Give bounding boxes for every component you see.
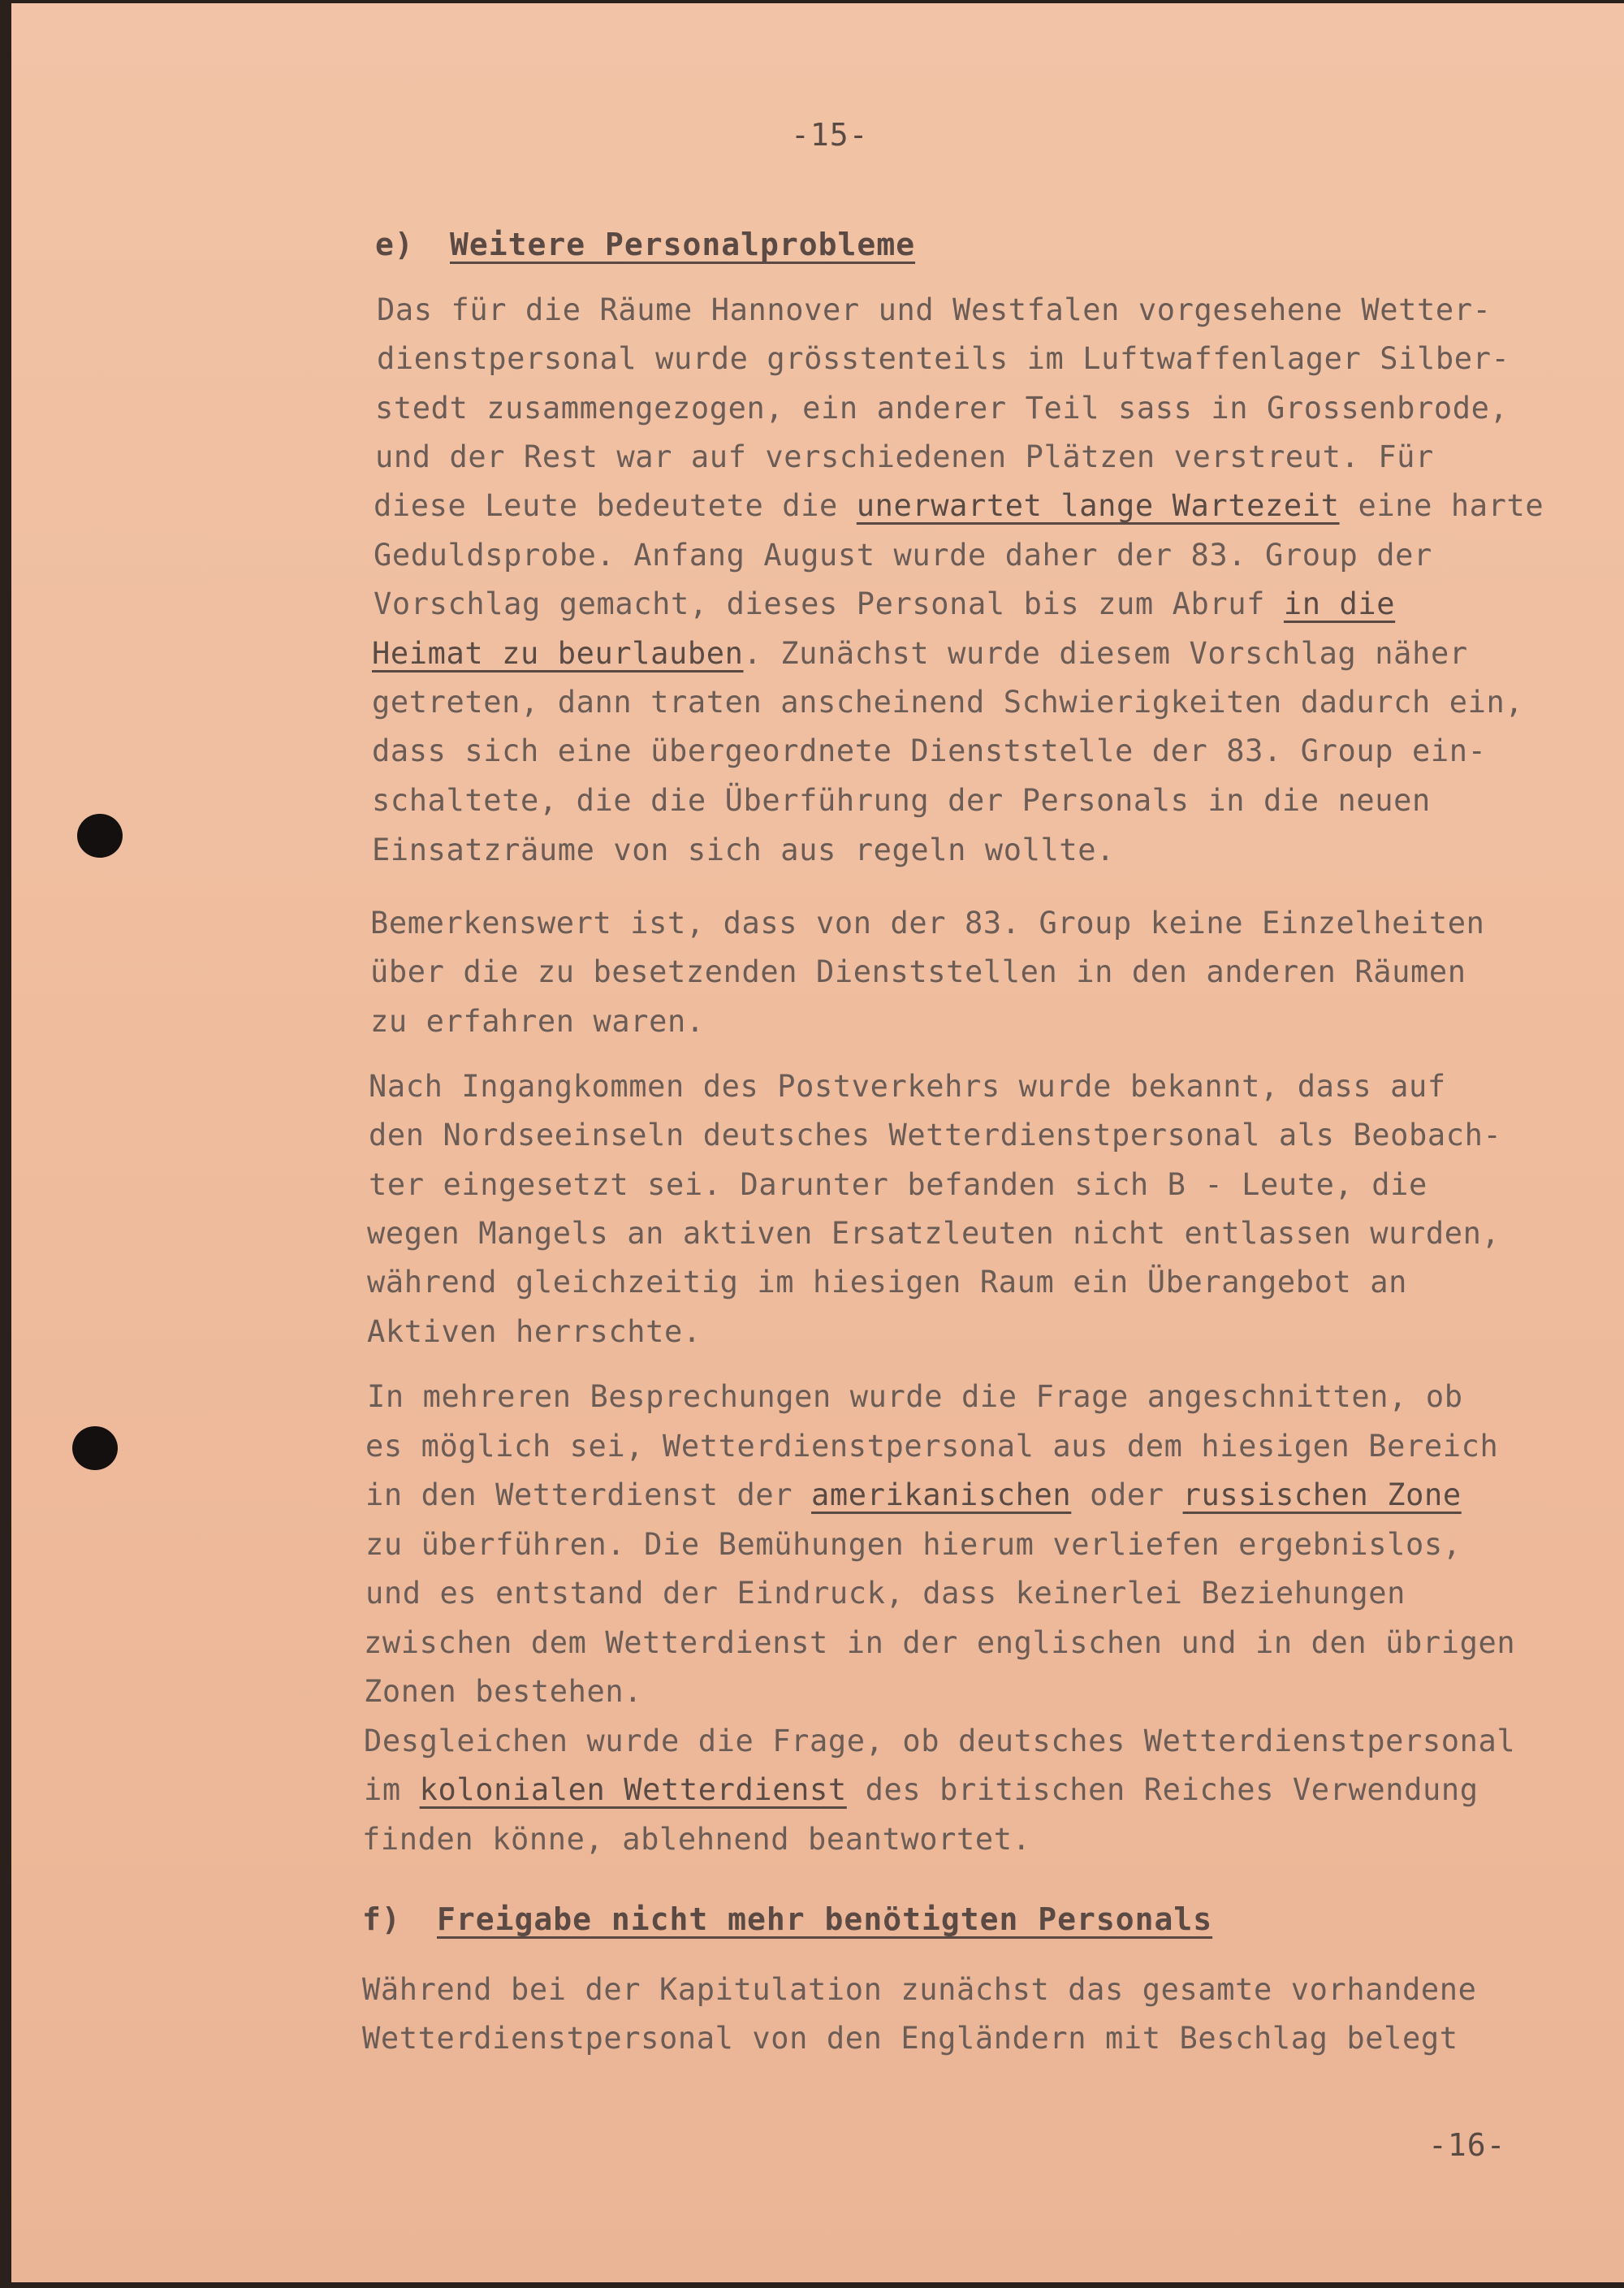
text-line: Heimat zu beurlauben. Zunächst wurde diesem Vorschlag näher — [372, 636, 1468, 671]
punch-hole — [72, 1426, 118, 1470]
text-line: ter eingesetzt sei. Darunter befanden sich B - Leute, die — [369, 1167, 1427, 1202]
text-line: wegen Mangels an aktiven Ersatzleuten nicht entlassen wurden, — [367, 1216, 1501, 1251]
text-line: während gleichzeitig im hiesigen Raum ein Überangebot an — [367, 1265, 1408, 1300]
underlined-phrase: unerwartet lange Wartezeit — [856, 488, 1340, 523]
text-line: im kolonialen Wetterdienst des britischen Reiches Verwendung — [364, 1772, 1479, 1807]
underlined-phrase: in die — [1283, 586, 1396, 621]
text-line: Einsatzräume von sich aus regeln wollte. — [372, 833, 1116, 867]
text-line: und es entstand der Eindruck, dass keinerlei Beziehungen — [365, 1576, 1406, 1611]
text-line: stedt zusammengezogen, ein anderer Teil sass in Grossenbrode, — [375, 391, 1509, 426]
next-page-indicator: -16- — [1428, 2127, 1506, 2163]
text-line: dienstpersonal wurde grösstenteils im Luftwaffenlager Silber- — [377, 341, 1510, 376]
underlined-phrase: Heimat zu beurlauben — [372, 636, 744, 671]
text-line: getreten, dann traten anscheinend Schwierigkeiten dadurch ein, — [372, 685, 1524, 720]
text-line: schaltete, die die Überführung der Personals in die neuen — [372, 783, 1431, 818]
section-title: Weitere Personalprobleme — [450, 227, 916, 262]
text-line: zu überführen. Die Bemühungen hierum verliefen ergebnislos, — [365, 1527, 1462, 1562]
page-number: -15- — [791, 117, 869, 153]
text-line: Geduldsprobe. Anfang August wurde daher der 83. Group der — [374, 538, 1432, 573]
section-title: Freigabe nicht mehr benötigten Personals — [437, 1901, 1213, 1937]
underlined-phrase: amerikanischen — [811, 1477, 1072, 1512]
section-marker: e) — [375, 227, 414, 262]
text-line: über die zu besetzenden Dienststellen in den anderen Räumen — [370, 954, 1466, 989]
text-line: Nach Ingangkommen des Postverkehrs wurde bekannt, dass auf — [369, 1069, 1446, 1104]
text-line: Zonen bestehen. — [364, 1674, 643, 1709]
section-e-heading — [375, 227, 915, 262]
text-line: zu erfahren waren. — [370, 1004, 705, 1039]
text-line: Das für die Räume Hannover und Westfalen vorgesehene Wetter- — [377, 292, 1492, 327]
text-line: finden könne, ablehnend beantwortet. — [362, 1822, 1031, 1857]
text-line: Desgleichen wurde die Frage, ob deutsches Wetterdienstpersonal — [364, 1724, 1516, 1758]
punch-hole — [77, 814, 123, 858]
text-line: In mehreren Besprechungen wurde die Frage angeschnitten, ob — [367, 1379, 1463, 1414]
text-line: in den Wetterdienst der amerikanischen oder russischen Zone — [365, 1477, 1462, 1512]
text-line: diese Leute bedeutete die unerwartet lange Wartezeit eine harte — [374, 488, 1544, 523]
section-f-heading — [362, 1901, 1212, 1937]
underlined-phrase: russischen Zone — [1182, 1477, 1462, 1512]
text-line: dass sich eine übergeordnete Dienststelle der 83. Group ein- — [372, 733, 1487, 768]
text-line: zwischen dem Wetterdienst in der englischen und in den übrigen — [364, 1625, 1516, 1660]
text-line: Während bei der Kapitulation zunächst das gesamte vorhandene — [362, 1972, 1477, 2007]
section-marker: f) — [362, 1901, 401, 1937]
text-line: Wetterdienstpersonal von den Engländern mit Beschlag belegt — [362, 2021, 1458, 2056]
text-line: es möglich sei, Wetterdienstpersonal aus dem hiesigen Bereich — [365, 1429, 1499, 1464]
text-line: Aktiven herrschte. — [367, 1314, 702, 1349]
document-page — [11, 3, 1624, 2282]
text-line: Vorschlag gemacht, dieses Personal bis zum Abruf in die — [374, 586, 1396, 621]
text-line: Bemerkenswert ist, dass von der 83. Group keine Einzelheiten — [370, 906, 1485, 941]
text-line: den Nordseeinseln deutsches Wetterdienstpersonal als Beobach- — [369, 1118, 1502, 1153]
underlined-phrase: kolonialen Wetterdienst — [419, 1772, 847, 1807]
text-line: und der Rest war auf verschiedenen Plätzen verstreut. Für — [375, 439, 1434, 474]
